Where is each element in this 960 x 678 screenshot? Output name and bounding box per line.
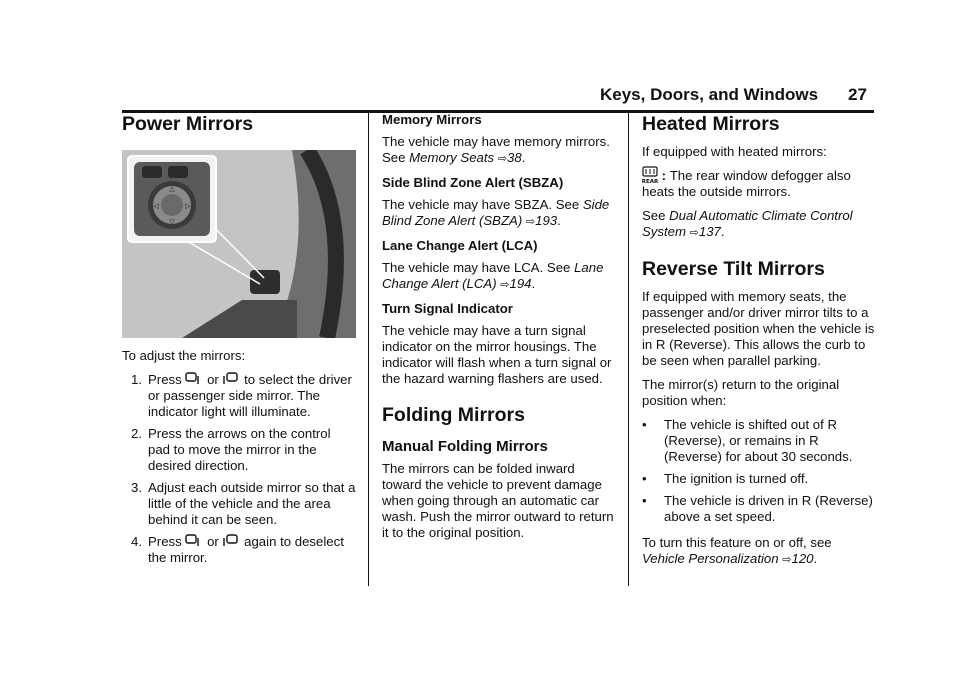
sbza-link[interactable]: Side Blind Zone Alert (SBZA): [382, 197, 610, 228]
svg-text:△: △: [169, 185, 175, 193]
mirror-select-right-icon: [222, 534, 240, 547]
folding-mirrors-heading: Folding Mirrors: [382, 404, 525, 426]
memory-seats-link[interactable]: Memory Seats: [409, 150, 495, 165]
page-ref-icon: ⇨: [525, 216, 536, 228]
personalization-text: To turn this feature on or off, see Vehicle Personalization ⇨120.: [642, 535, 832, 566]
heated-mirrors-heading: Heated Mirrors: [642, 113, 780, 135]
page-ref-icon: ⇨: [497, 153, 508, 165]
svg-text:REAR: REAR: [642, 179, 658, 184]
list-item: • The vehicle is shifted out of R (Reverse), or remains in R (Reverse) for about 30 seconds.: [642, 417, 853, 464]
mirror-control-photo: [122, 150, 356, 338]
sbza-heading: Side Blind Zone Alert (SBZA): [382, 175, 564, 190]
page-number: 27: [848, 85, 867, 104]
manual-folding-heading: Manual Folding Mirrors: [382, 438, 548, 455]
page-ref-icon: ⇨: [689, 227, 699, 239]
lca-heading: Lane Change Alert (LCA): [382, 238, 538, 253]
column-1: [122, 112, 356, 572]
return-text: The mirror(s) return to the original position when:: [642, 377, 840, 408]
svg-text:▽: ▽: [169, 218, 175, 226]
mirror-select-left-icon: [185, 372, 203, 385]
vehicle-personalization-link[interactable]: Vehicle Personalization: [642, 551, 779, 566]
heated-intro: If equipped with heated mirrors:: [642, 144, 827, 159]
mirror-select-right-icon: [222, 372, 240, 385]
memory-mirrors-heading: Memory Mirrors: [382, 112, 482, 127]
step-2: 2. Press the arrows on the control pad to move the mirror in the desired direction.: [131, 426, 331, 473]
turn-signal-text: The vehicle may have a turn signal indicator on the mirror housings. The indicator will flash when a turn signal or the hazard warning flashers are used.: [382, 323, 612, 386]
turn-signal-heading: Turn Signal Indicator: [382, 301, 513, 316]
list-item: • The ignition is turned off.: [642, 471, 809, 486]
page-ref-icon: ⇨: [782, 554, 792, 566]
column-3: [642, 112, 878, 568]
rear-defogger-icon: [642, 166, 658, 184]
climate-control-link[interactable]: Dual Automatic Climate Control System: [642, 208, 853, 239]
list-item: • The vehicle is driven in R (Reverse) above a set speed.: [642, 493, 873, 524]
section-title: Keys, Doors, and Windows: [600, 85, 819, 104]
column-2: [382, 112, 618, 541]
adjust-steps: [122, 372, 356, 566]
climate-ref-text: See Dual Automatic Climate Control System ⇨137.: [642, 208, 853, 239]
svg-text:▷: ▷: [185, 202, 191, 210]
lca-link[interactable]: Lane Change Alert (LCA): [382, 260, 604, 291]
manual-folding-text: The mirrors can be folded inward toward the vehicle to prevent damage when going through an automatic car wash. Push the mirror outward to return it to the original position.: [382, 461, 614, 540]
mirror-select-left-icon: [185, 534, 203, 547]
reverse-tilt-text: If equipped with memory seats, the passenger and/or driver mirror tilts to a preselected position when the vehicle is in R (Reverse). This allows the curb to be seen when parallel parking.: [642, 289, 875, 368]
svg-text:◁: ◁: [153, 202, 159, 210]
memory-mirrors-text: The vehicle may have memory mirrors. See Memory Seats ⇨38.: [382, 134, 610, 165]
column-divider-2: [628, 112, 629, 586]
page-header: [0, 83, 960, 113]
power-mirrors-heading: Power Mirrors: [122, 113, 254, 135]
defogger-text: REAR : The rear window defogger also heats the outside mirrors.: [642, 168, 851, 199]
mirror-control-illustration: [122, 150, 356, 338]
sbza-text: The vehicle may have SBZA. See Side Blind Zone Alert (SBZA) ⇨193.: [382, 197, 610, 228]
step-1: 1. Press or to select the driver or passenger side mirror. The indicator light will illuminate.: [131, 372, 352, 419]
step-3: 3. Adjust each outside mirror so that a little of the vehicle and the area behind it can be seen.: [131, 480, 356, 527]
column-divider-1: [368, 112, 369, 586]
page-ref-icon: ⇨: [500, 279, 510, 291]
step-4: 4. Press or again to deselect the mirror.: [131, 534, 344, 565]
adjust-intro: To adjust the mirrors:: [122, 348, 246, 363]
lca-text: The vehicle may have LCA. See Lane Change Alert (LCA) ⇨194.: [382, 260, 604, 291]
reverse-tilt-heading: Reverse Tilt Mirrors: [642, 258, 825, 280]
